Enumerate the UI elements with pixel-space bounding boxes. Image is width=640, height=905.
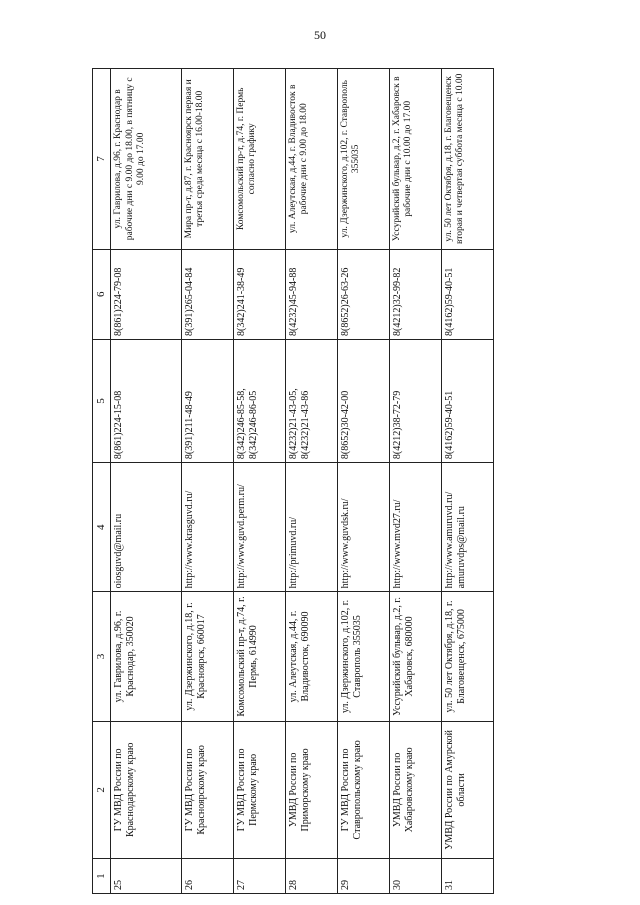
phone-helpline: 8(4162)59-40-51: [441, 339, 493, 462]
table-row: [337, 69, 389, 894]
row-number: 27: [233, 859, 285, 894]
organization-name: УМВД России по Хабаровскому краю: [389, 721, 441, 859]
column-header: 2: [93, 721, 111, 859]
table-row: [111, 69, 181, 894]
organization-name: УМВД России по Приморскому краю: [285, 721, 337, 859]
table-row: [441, 69, 493, 894]
page-number: 50: [314, 28, 326, 42]
column-header: 5: [93, 339, 111, 462]
reception-info: Комсомольский пр-т, д.74, г. Пермь согласно графику: [233, 69, 285, 250]
row-number: 28: [285, 859, 337, 894]
phone-duty: 8(861)224-79-08: [111, 249, 181, 339]
column-header: 4: [93, 463, 111, 592]
address: ул. Гаврилова, д.96, г. Краснодар, 350020: [111, 592, 181, 721]
organization-name: ГУ МВД России по Пермскому краю: [233, 721, 285, 859]
phone-helpline: 8(391)211-48-49: [181, 339, 233, 462]
phone-helpline: 8(4232)21-43-05, 8(4232)21-43-86: [285, 339, 337, 462]
phone-duty: 8(4162)59-40-51: [441, 249, 493, 339]
phone-duty: 8(342)241-38-49: [233, 249, 285, 339]
phone-duty: 8(8652)26-63-26: [337, 249, 389, 339]
organization-name: ГУ МВД России по Краснодарскому краю: [111, 721, 181, 859]
table-row: [389, 69, 441, 894]
table-row: [233, 69, 285, 894]
contacts-table: [92, 68, 494, 894]
phone-duty: 8(4212)32-99-82: [389, 249, 441, 339]
reception-info: ул. 50 лет Октября, д.18, г. Благовещенск вторая и четвертая суббота месяца с 10.00: [441, 69, 493, 250]
reception-info: Мира пр-т, д.87, г. Красноярск первая и третья среда месяца с 16.00-18.00: [181, 69, 233, 250]
organization-name: УМВД России по Амурской области: [441, 721, 493, 859]
address: ул. Алеутская, д.44, г. Владивосток, 690090: [285, 592, 337, 721]
website: oiosguvd@mail.ru: [111, 463, 181, 592]
table-row: [285, 69, 337, 894]
organization-name: ГУ МВД России по Ставропольскому краю: [337, 721, 389, 859]
address: Комсомольский пр-т, д.74, г. Пермь, 614990: [233, 592, 285, 721]
column-header: 6: [93, 249, 111, 339]
organization-name: ГУ МВД России по Красноярскому краю: [181, 721, 233, 859]
phone-helpline: 8(8652)30-42-00: [337, 339, 389, 462]
row-number: 26: [181, 859, 233, 894]
website: http://www.guvd.perm.ru/: [233, 463, 285, 592]
row-number: 29: [337, 859, 389, 894]
address: ул. Дзержинского, д.18, г. Красноярск, 660017: [181, 592, 233, 721]
table-header-row: [93, 69, 111, 894]
row-number: 30: [389, 859, 441, 894]
rotated-table-container: [92, 68, 494, 894]
address: Уссурийский бульвар, д.2, г. Хабаровск, 680000: [389, 592, 441, 721]
website: http://www.amuruvd.ru/ amuruvdps@mail.ru: [441, 463, 493, 592]
phone-helpline: 8(342)246-85-58, 8(342)246-86-05: [233, 339, 285, 462]
reception-info: ул. Гаврилова, д.96, г. Краснодар в рабочие дни с 9.00 до 18.00, в пятницу с 9.00 до 17.00: [111, 69, 181, 250]
table-row: [181, 69, 233, 894]
row-number: 25: [111, 859, 181, 894]
column-header: 7: [93, 69, 111, 250]
reception-info: Уссурийский бульвар, д.2, г. Хабаровск в рабочие дни с 10.00 до 17.00: [389, 69, 441, 250]
phone-duty: 8(391)265-04-84: [181, 249, 233, 339]
phone-helpline: 8(861)224-15-08: [111, 339, 181, 462]
address: ул. Дзержинского, д.102, г. Ставрополь 355035: [337, 592, 389, 721]
column-header: 1: [93, 859, 111, 894]
reception-info: ул. Дзержинского, д.102, г. Ставрополь 355035: [337, 69, 389, 250]
website: http://www.krasguvd.ru/: [181, 463, 233, 592]
address: ул. 50 лет Октября, д.18, г. Благовещенск, 675000: [441, 592, 493, 721]
reception-info: ул. Алеутская, д.44, г. Владивосток в рабочие дни с 9.00 до 18.00: [285, 69, 337, 250]
website: http://www.mvd27.ru/: [389, 463, 441, 592]
phone-helpline: 8(4212)38-72-79: [389, 339, 441, 462]
website: http://primuvd.ru/: [285, 463, 337, 592]
phone-duty: 8(4232)45-94-88: [285, 249, 337, 339]
column-header: 3: [93, 592, 111, 721]
website: http://www.guvdsk.ru/: [337, 463, 389, 592]
row-number: 31: [441, 859, 493, 894]
